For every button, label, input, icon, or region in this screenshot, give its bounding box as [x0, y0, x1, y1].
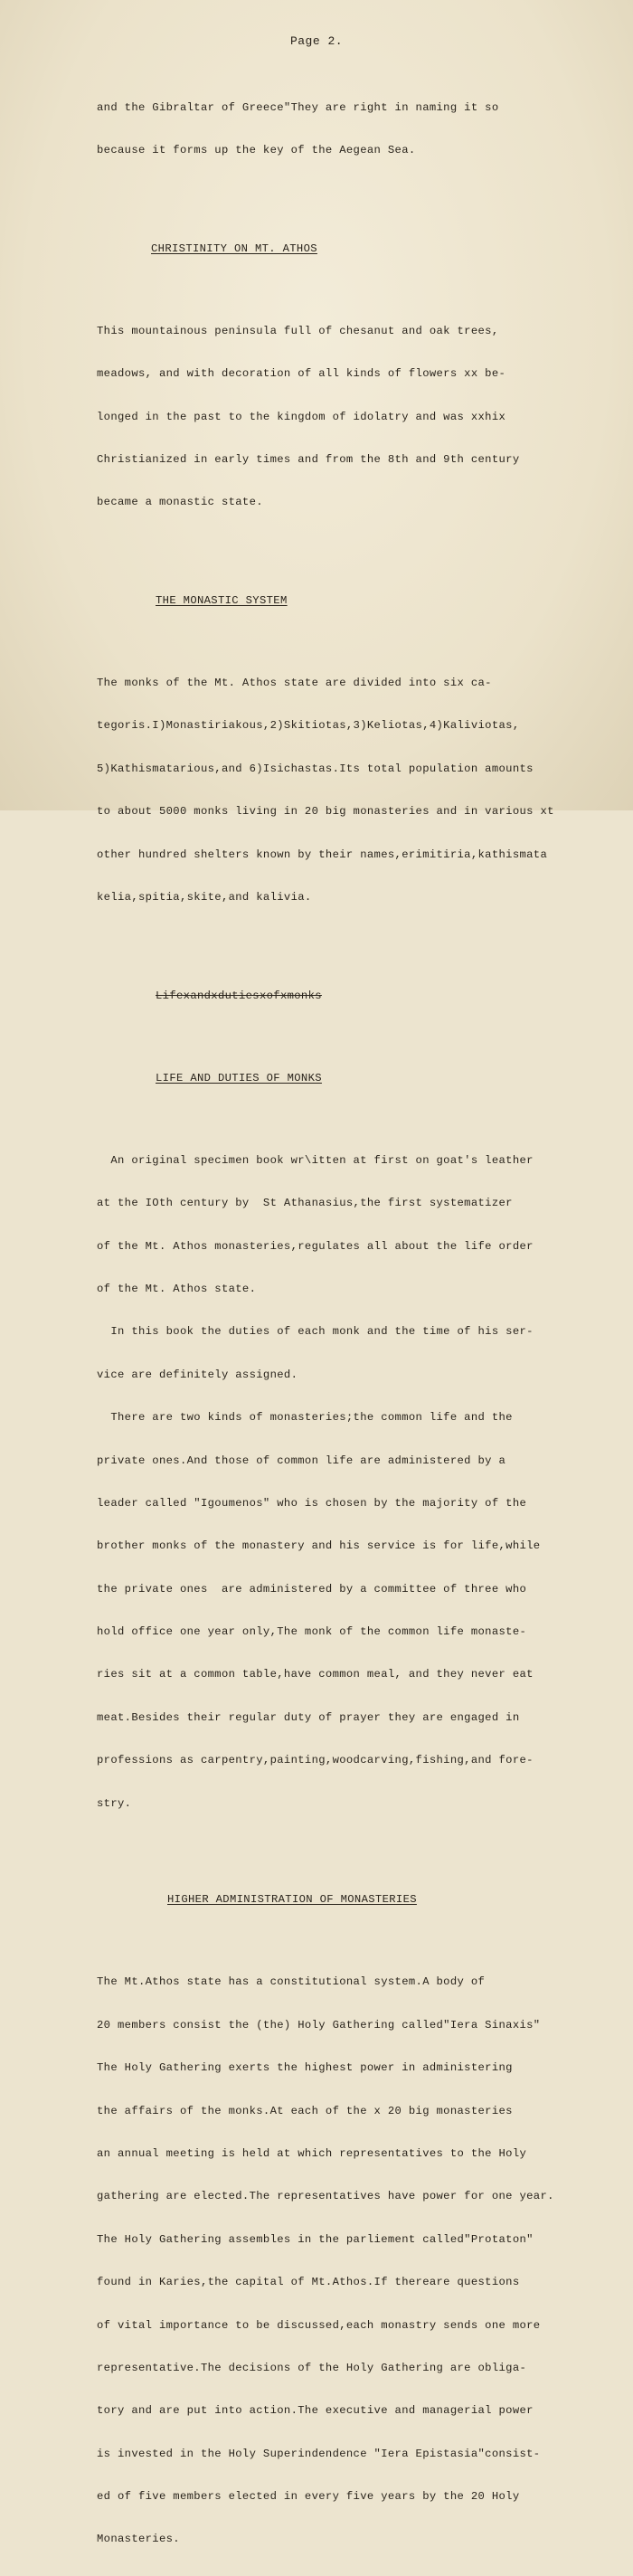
intro-line: and the Gibraltar of Greece"They are right in naming it so [97, 100, 499, 114]
paragraph-line: tegoris.I)Monastiriakous,2)Skitiotas,3)Keliotas,4)Kaliviotas, [97, 719, 520, 733]
paragraph-line: representative.The decisions of the Holy Gathering are obliga- [97, 2361, 527, 2374]
paragraph-line: stry. [97, 1796, 132, 1810]
paragraph-line: In this book the duties of each monk and the time of his ser- [97, 1325, 534, 1339]
paragraph-line: ed of five members elected in every five years by the 20 Holy [97, 2490, 520, 2504]
paragraph-line: longed in the past to the kingdom of idolatry and was xxhix [97, 410, 506, 423]
paragraph-line: There are two kinds of monasteries;the common life and the [97, 1411, 513, 1425]
paragraph-line: brother monks of the monastery and his service is for life,while [97, 1539, 541, 1553]
paragraph-line: is invested in the Holy Superindendence "Iera Epistasia"consist- [97, 2447, 541, 2460]
section-heading-monastic-system: THE MONASTIC SYSTEM [156, 594, 288, 608]
paragraph-line: of the Mt. Athos monasteries,regulates all about the life order [97, 1239, 534, 1253]
paragraph-line: leader called "Igoumenos" who is chosen by the majority of the [97, 1496, 527, 1510]
paragraph-line: meadows, and with decoration of all kinds of flowers xx be- [97, 367, 506, 381]
paragraph-line: vice are definitely assigned. [97, 1368, 298, 1381]
paragraph-line: tory and are put into action.The executive and managerial power [97, 2404, 534, 2418]
paragraph-line: The Holy Gathering assembles in the parliement called"Protaton" [97, 2232, 534, 2246]
struck-out-heading: Lifexandxdutiesxofxmonks [156, 989, 322, 1002]
paragraph-line: private ones.And those of common life are administered by a [97, 1454, 506, 1467]
section-heading-higher-administration: HIGHER ADMINISTRATION OF MONASTERIES [167, 1893, 417, 1907]
paragraph-line: an annual meeting is held at which representatives to the Holy [97, 2146, 527, 2160]
paragraph-line: became a monastic state. [97, 496, 263, 509]
paragraph-line: to about 5000 monks living in 20 big monasteries and in various xt [97, 805, 554, 819]
paragraph-line: The Mt.Athos state has a constitutional system.A body of [97, 1975, 486, 1989]
paragraph-line: Christianized in early times and from the 8th and 9th century [97, 452, 520, 466]
section-heading-christinity: CHRISTINITY ON MT. ATHOS [151, 242, 317, 255]
paragraph-line: gathering are elected.The representatives have power for one year. [97, 2190, 554, 2203]
paragraph-line: ries sit at a common table,have common meal, and they never eat [97, 1668, 534, 1681]
paragraph-line: of vital importance to be discussed,each monastry sends one more [97, 2318, 541, 2332]
paragraph-line: kelia,spitia,skite,and kalivia. [97, 891, 312, 904]
page-number: Page 2. [289, 34, 344, 48]
intro-line: because it forms up the key of the Aegean Sea. [97, 143, 416, 156]
paragraph-line: the affairs of the monks.At each of the x 20 big monasteries [97, 2104, 513, 2117]
paragraph-line: hold office one year only,The monk of the common life monaste- [97, 1625, 527, 1639]
paragraph-line: An original specimen book wr\itten at first on goat's leather [97, 1153, 534, 1167]
paragraph-line: The Holy Gathering exerts the highest power in administering [97, 2061, 513, 2075]
paragraph-line: Monasteries. [97, 2533, 180, 2546]
paragraph-line: the private ones are administered by a committee of three who [97, 1582, 527, 1596]
paragraph-line: The monks of the Mt. Athos state are divided into six ca- [97, 677, 492, 690]
paragraph-line: This mountainous peninsula full of chesanut and oak trees, [97, 324, 499, 337]
paragraph-line: other hundred shelters known by their names,erimitiria,kathismata [97, 848, 548, 861]
section-heading-life-duties: LIFE AND DUTIES OF MONKS [156, 1071, 322, 1084]
paragraph-line: found in Karies,the capital of Mt.Athos.If thereare questions [97, 2276, 520, 2289]
paragraph-line: of the Mt. Athos state. [97, 1282, 257, 1295]
document-body [97, 72, 621, 2576]
paragraph-line: professions as carpentry,painting,woodcarving,fishing,and fore- [97, 1754, 534, 1767]
paragraph-line: 20 members consist the (the) Holy Gathering called"Iera Sinaxis" [97, 2018, 541, 2031]
paragraph-line: meat.Besides their regular duty of prayer they are engaged in [97, 1710, 520, 1724]
paragraph-line: at the IOth century by St Athanasius,the first systematizer [97, 1197, 513, 1210]
paragraph-line: 5)Kathismatarious,and 6)Isichastas.Its total population amounts [97, 762, 534, 775]
